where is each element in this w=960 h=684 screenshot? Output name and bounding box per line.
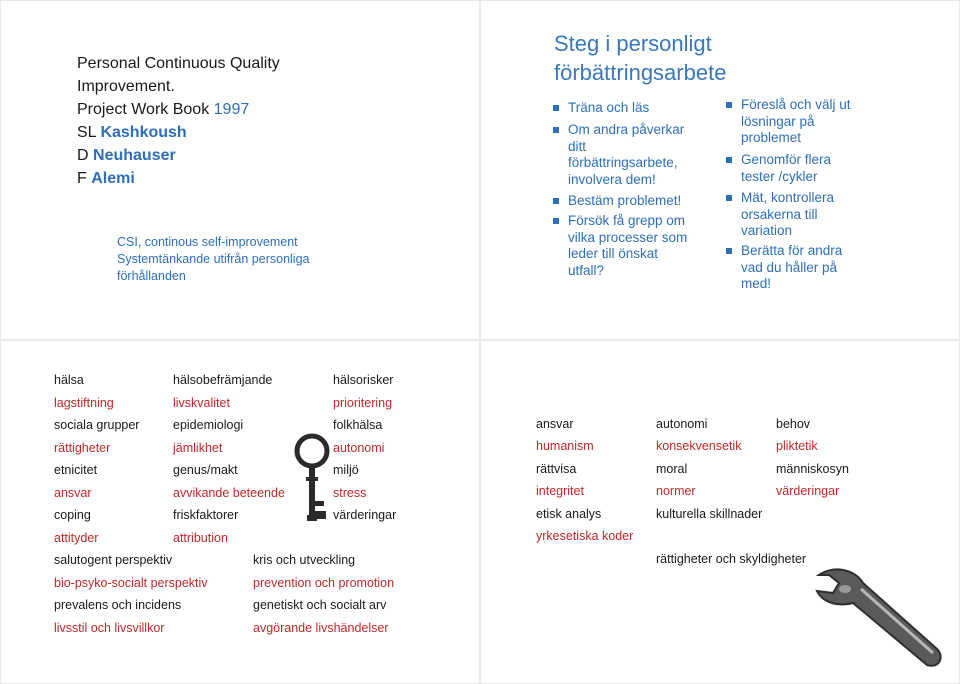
- right-bullet-4: [741, 243, 842, 293]
- project-label: Project Work Book: [77, 101, 210, 118]
- author-3-initials: F: [77, 170, 87, 187]
- pair-right: prevention och promotion: [253, 576, 395, 590]
- grid-cell: attribution: [173, 531, 228, 545]
- grid-cell: människosyn: [776, 462, 849, 476]
- author-2-surname: Neuhauser: [93, 147, 176, 164]
- left-bullet-4-line-3: leder till önskat: [568, 246, 659, 261]
- grid-cell: ansvar: [536, 417, 574, 431]
- left-bullet-2: [568, 122, 684, 188]
- right-bullet-1-line-2: lösningar på: [741, 113, 815, 129]
- right-bullet-3-line-1: Mät, kontrollera: [741, 190, 835, 205]
- slide-steps: [481, 1, 959, 339]
- grid-cell: lagstiftning: [54, 396, 114, 410]
- pair-left: prevalens och incidens: [54, 598, 182, 612]
- bullet-square-icon: [726, 195, 732, 201]
- grid-cell: rättigheter: [54, 441, 111, 455]
- left-bullet-2-line-4: involvera dem!: [568, 171, 656, 187]
- pair-right: kris och utveckling: [253, 553, 356, 567]
- bullet-square-icon: [726, 102, 732, 108]
- grid-cell: sociala grupper: [54, 418, 140, 432]
- grid-cell: humanism: [536, 439, 594, 453]
- grid-cell: moral: [656, 462, 688, 476]
- right-bullet-3-line-3: variation: [741, 223, 793, 238]
- right-bullet-4-line-3: med!: [741, 276, 772, 291]
- right-bullet-1: [741, 97, 851, 147]
- bullet-square-icon: [553, 198, 559, 204]
- grid-cell: epidemiologi: [173, 418, 244, 432]
- wrench-icon: [799, 563, 953, 675]
- right-bullet-1-line-1: Föreslå och välj ut: [741, 97, 851, 112]
- left-bullet-4: [568, 213, 687, 279]
- author-2: [77, 144, 176, 167]
- right-bullet-3: [741, 190, 834, 240]
- extra-line: rättigheter och skyldigheter: [656, 552, 807, 566]
- right-bullet-4-line-1: Berätta för andra: [741, 243, 843, 258]
- grid-cell: miljö: [333, 463, 359, 477]
- grid-cell: avvikande beteende: [173, 486, 285, 500]
- author-1-surname: Kashkoush: [100, 124, 187, 141]
- right-bullet-2: [741, 152, 831, 185]
- author-2-initials: D: [77, 147, 89, 164]
- grid-cell: yrkesetiska koder: [536, 529, 634, 543]
- grid-cell: värderingar: [776, 484, 840, 498]
- bullet-square-icon: [726, 157, 732, 163]
- left-bullet-2-line-3: förbättringsarbete,: [568, 155, 678, 170]
- left-bullet-4-line-1: Försök få grepp om: [568, 213, 686, 228]
- subtitle-line-1: CSI, continous self-improvement: [117, 235, 298, 249]
- author-3-surname: Alemi: [91, 170, 135, 187]
- subtitle-line-2: Systemtänkande utifrån personliga: [117, 252, 310, 266]
- grid-cell: attityder: [54, 531, 99, 545]
- grid-cell: ansvar: [54, 486, 92, 500]
- left-bullet-4-line-4: utfall?: [568, 262, 605, 278]
- grid-cell: rättvisa: [536, 462, 577, 476]
- left-bullet-3: [568, 193, 681, 210]
- title-line-1: Personal Continuous Quality: [77, 55, 280, 72]
- grid-cell: friskfaktorer: [173, 508, 239, 522]
- slide-title: [1, 1, 479, 339]
- author-3: [77, 167, 135, 190]
- left-bullet-2-line-1: Om andra påverkar: [568, 122, 685, 137]
- pair-right: avgörande livshändelser: [253, 621, 389, 635]
- right-bullet-2-line-1: Genomför flera: [741, 152, 832, 167]
- grid-cell: pliktetik: [776, 439, 818, 453]
- pair-left: salutogent perspektiv: [54, 553, 173, 567]
- bullet-square-icon: [553, 105, 559, 111]
- bullet-square-icon: [553, 127, 559, 133]
- grid-cell: autonomi: [333, 441, 385, 455]
- project-year: 1997: [213, 101, 250, 118]
- grid-cell: coping: [54, 508, 91, 522]
- right-bullet-4-line-2: vad du håller på: [741, 259, 838, 275]
- pair-right: genetiskt och socialt arv: [253, 598, 387, 612]
- grid-cell: normer: [656, 484, 696, 498]
- grid-cell: konsekvensetik: [656, 439, 742, 453]
- grid-cell: etisk analys: [536, 507, 602, 521]
- right-bullet-3-line-2: orsakerna till: [741, 206, 818, 222]
- grid-cell: behov: [776, 417, 811, 431]
- grid-cell: prioritering: [333, 396, 393, 410]
- grid-cell: värderingar: [333, 508, 397, 522]
- grid-cell: hälsobefrämjande: [173, 373, 273, 387]
- slide-health-concepts: [1, 341, 479, 683]
- grid-cell: hälsorisker: [333, 373, 394, 387]
- steps-title-line-1: Steg i personligt: [554, 31, 712, 56]
- grid-cell: hälsa: [54, 373, 84, 387]
- right-bullet-1-line-3: problemet: [741, 130, 802, 145]
- left-bullet-2-line-2: ditt: [568, 138, 587, 154]
- project-line: [77, 98, 249, 121]
- grid-cell: etnicitet: [54, 463, 98, 477]
- left-bullet-1-text: Träna och läs: [568, 100, 650, 115]
- grid-cell: jämlikhet: [173, 441, 223, 455]
- grid-cell: folkhälsa: [333, 418, 383, 432]
- pair-left: livsstil och livsvillkor: [54, 621, 165, 635]
- bullet-square-icon: [553, 218, 559, 224]
- key-icon: [290, 433, 334, 529]
- grid-cell: stress: [333, 486, 367, 500]
- author-1-initials: SL: [77, 124, 96, 141]
- left-bullet-4-line-2: vilka processer som: [568, 229, 688, 245]
- steps-title-line-2: förbättringsarbete: [554, 60, 727, 85]
- grid-cell: livskvalitet: [173, 396, 230, 410]
- grid-cell: autonomi: [656, 417, 708, 431]
- subtitle-line-3: förhållanden: [117, 269, 186, 283]
- left-bullet-3-text: Bestäm problemet!: [568, 193, 682, 208]
- slide-ethics-concepts: [481, 341, 959, 683]
- author-1: [77, 121, 187, 144]
- bullet-square-icon: [726, 248, 732, 254]
- grid-cell: integritet: [536, 484, 584, 498]
- title-line-2: Improvement.: [77, 78, 175, 95]
- pair-left: bio-psyko-socialt perspektiv: [54, 576, 208, 590]
- right-bullet-2-line-2: tester /cykler: [741, 168, 818, 184]
- grid-cell: kulturella skillnader: [656, 507, 763, 521]
- grid-cell: genus/makt: [173, 463, 238, 477]
- left-bullet-1: [568, 100, 649, 117]
